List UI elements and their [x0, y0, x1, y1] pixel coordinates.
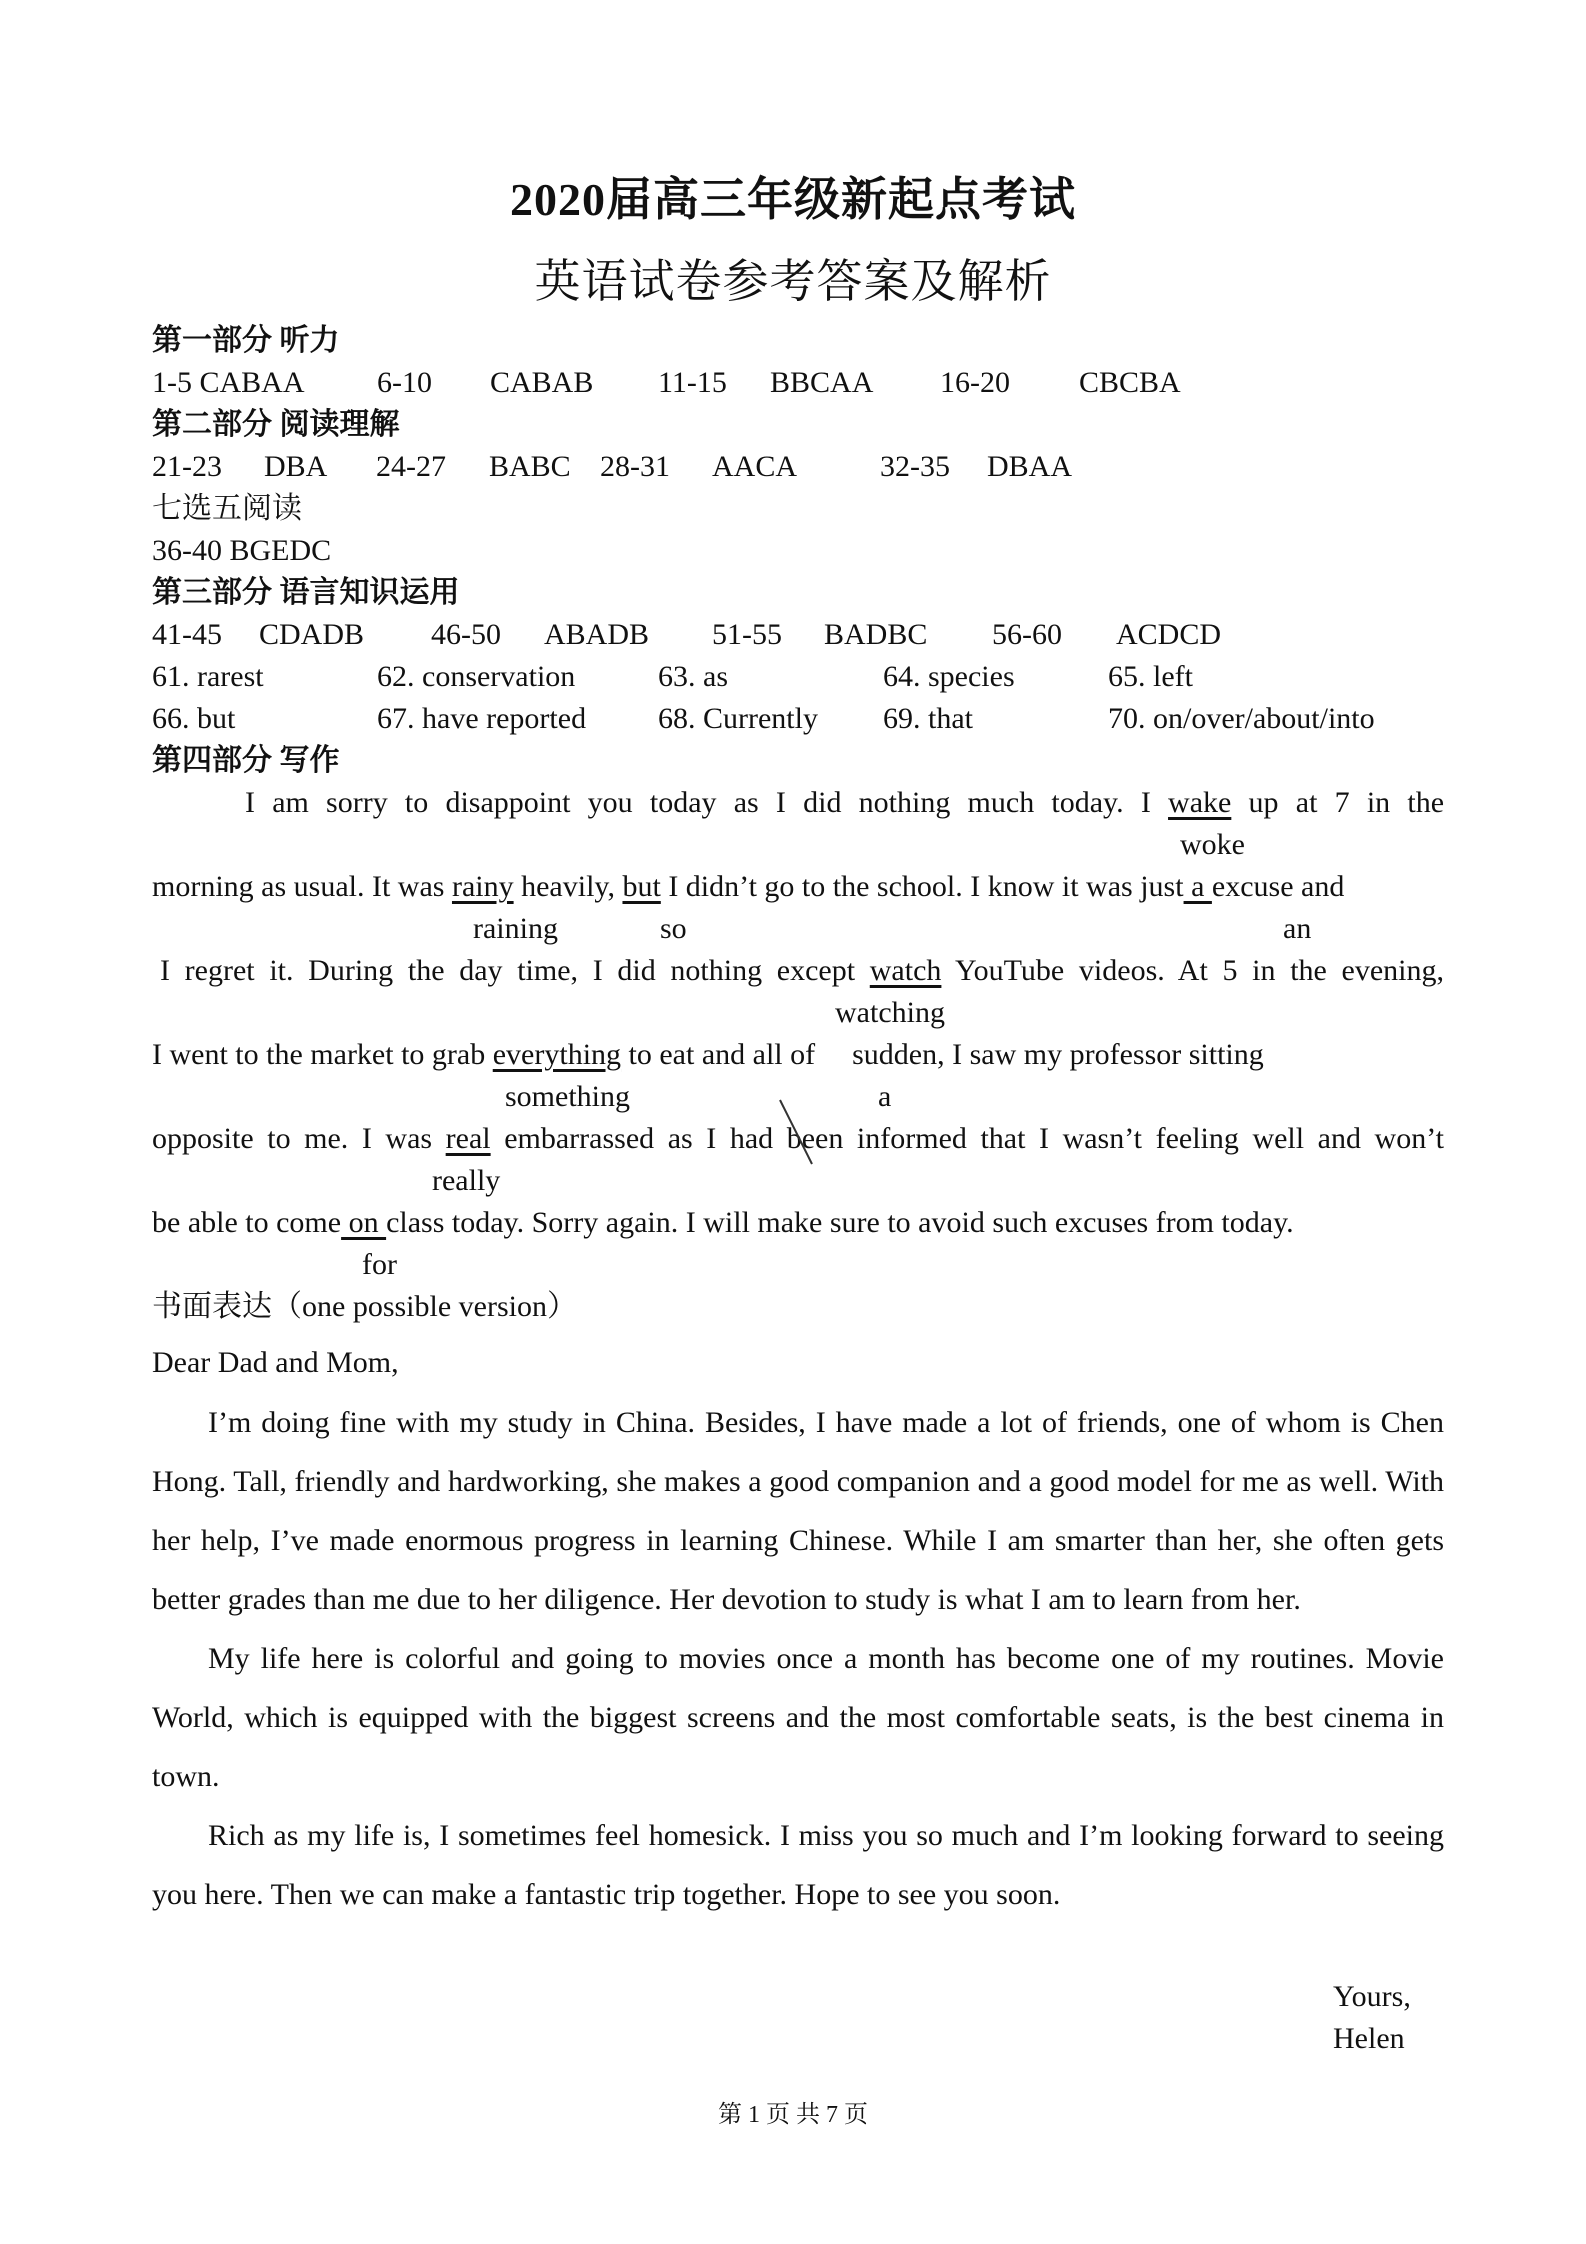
letter-paragraph: My life here is colorful and going to movies once a month has become one of my routines. Movie World, which is equipped with the biggest screens and the most comfortable seats, is the best cinema in town. — [152, 1642, 1444, 1793]
answer-range: 24-27 — [376, 450, 446, 483]
error-word: rainy — [451, 870, 514, 903]
answer-group: ACDCD — [1116, 618, 1222, 651]
answer-group: CABAB — [490, 366, 594, 399]
correction-text: I regret it. During the day time, I did nothing except — [160, 954, 856, 987]
correction-line — [245, 788, 1444, 818]
correction-text: opposite to me. I was — [152, 1122, 433, 1155]
correction-word: raining — [473, 912, 558, 945]
error-word: watch — [869, 954, 942, 987]
answer-item: 62. conservation — [377, 660, 576, 693]
letter-signature: Helen — [1333, 2022, 1405, 2055]
correction-text: be able to come — [152, 1206, 342, 1239]
letter-closing: Yours, — [1333, 1980, 1411, 2013]
correction-word: woke — [1180, 828, 1245, 861]
letter-greeting: Dear Dad and Mom, — [152, 1346, 399, 1379]
part1-heading: 第一部分 听力 — [152, 324, 340, 357]
answer-range: 21-23 — [152, 450, 222, 483]
part2-subheading: 七选五阅读 — [152, 492, 302, 525]
answer-range: 28-31 — [600, 450, 670, 483]
part1-answers — [152, 368, 1181, 398]
letter-paragraph: I’m doing fine with my study in China. Besides, I have made a lot of friends, one of whom is Chen Hong. Tall, friendly and hardworking, she makes a good companion and a good model for me as well. With her help, I’ve made enormous progress in learning Chinese. While I am smarter than her, she often gets better grades than me due to her diligence. Her devotion to study is what I am to learn from her. — [152, 1406, 1444, 1616]
correction-text: embarrassed as I had been informed that I wasn’t feeling well and won’t — [504, 1122, 1444, 1155]
answer-group: 1-5 CABAA — [152, 366, 305, 399]
correction-text: morning as usual. It was — [152, 870, 445, 903]
answer-group: BBCAA — [770, 366, 874, 399]
correction-line — [152, 1208, 1444, 1238]
page-footer: 第 1 页 共 7 页 — [718, 2102, 868, 2128]
answer-range: 6-10 — [377, 366, 432, 399]
page-title: 2020届高三年级新起点考试 — [510, 174, 1076, 225]
correction-text: to eat and all of — [628, 1038, 816, 1071]
answer-group: BABC — [489, 450, 571, 483]
part3-answers-row3 — [152, 704, 1375, 734]
part3-heading: 第三部分 语言知识运用 — [152, 576, 460, 609]
error-word: on — [341, 1206, 387, 1239]
correction-text: sudden, I saw my professor sitting — [852, 1038, 1264, 1071]
page-subtitle: 英语试卷参考答案及解析 — [534, 256, 1052, 307]
correction-word: so — [660, 912, 687, 945]
correction-line — [152, 1040, 1444, 1070]
answer-item: 63. as — [658, 660, 728, 693]
correction-text: I went to the market to grab — [152, 1038, 486, 1071]
part2-answers — [152, 452, 1072, 482]
answer-group: AACA — [712, 450, 798, 483]
answer-item: 61. rarest — [152, 660, 264, 693]
answer-range: 11-15 — [658, 366, 727, 399]
correction-text: class today. Sorry again. I will make sure to avoid such excuses from today. — [386, 1206, 1294, 1239]
essay-heading: 书面表达（one possible version） — [152, 1290, 577, 1323]
answer-group: BADBC — [824, 618, 928, 651]
correction-word: a — [878, 1080, 892, 1113]
answer-range: 41-45 — [152, 618, 222, 651]
answer-range: 46-50 — [431, 618, 501, 651]
correction-line — [160, 956, 1444, 986]
error-word: wake — [1168, 786, 1232, 819]
part2-heading: 第二部分 阅读理解 — [152, 408, 400, 441]
answer-group: DBAA — [987, 450, 1073, 483]
correction-text: heavily, — [521, 870, 615, 903]
correction-line — [152, 872, 1444, 902]
letter-paragraph: Rich as my life is, I sometimes feel homesick. I miss you so much and I’m looking forward to seeing you here. Then we can make a fantastic trip together. Hope to see you soon. — [152, 1819, 1444, 1911]
deletion-mark — [776, 1096, 816, 1168]
answer-group: DBA — [264, 450, 328, 483]
part4-heading: 第四部分 写作 — [152, 744, 340, 777]
answer-group: CBCBA — [1079, 366, 1181, 399]
answer-item: 70. on/over/about/into — [1108, 702, 1375, 735]
part2-sub-answers: 36-40 BGEDC — [152, 534, 332, 567]
error-word: but — [622, 870, 661, 903]
correction-text: excuse and — [1211, 870, 1345, 903]
answer-item: 64. species — [883, 660, 1015, 693]
answer-group: CDADB — [259, 618, 365, 651]
correction-word: watching — [835, 996, 945, 1029]
answer-group: ABADB — [544, 618, 650, 651]
error-word: real — [445, 1122, 491, 1155]
correction-word: an — [1283, 912, 1312, 945]
part3-answers-row2 — [152, 662, 1193, 692]
part3-answers-row1 — [152, 620, 1221, 650]
correction-text: I didn’t go to the school. I know it was just — [668, 870, 1184, 903]
correction-text: YouTube videos. At 5 in the evening, — [954, 954, 1444, 987]
error-word: a — [1183, 870, 1212, 903]
answer-item: 69. that — [883, 702, 973, 735]
answer-item: 67. have reported — [377, 702, 587, 735]
answer-item: 66. but — [152, 702, 236, 735]
answer-range: 16-20 — [940, 366, 1010, 399]
letter-body — [152, 1393, 1444, 1924]
answer-range: 56-60 — [992, 618, 1062, 651]
correction-text: up at 7 in the — [1248, 786, 1445, 819]
correction-word: for — [362, 1248, 397, 1281]
correction-text: I am sorry to disappoint you today as I did nothing much today. I — [245, 786, 1151, 819]
answer-item: 68. Currently — [658, 702, 818, 735]
correction-word: something — [505, 1080, 630, 1113]
correction-word: really — [432, 1164, 501, 1197]
answer-range: 32-35 — [880, 450, 950, 483]
answer-item: 65. left — [1108, 660, 1193, 693]
error-word: everything — [492, 1038, 622, 1071]
answer-range: 51-55 — [712, 618, 782, 651]
